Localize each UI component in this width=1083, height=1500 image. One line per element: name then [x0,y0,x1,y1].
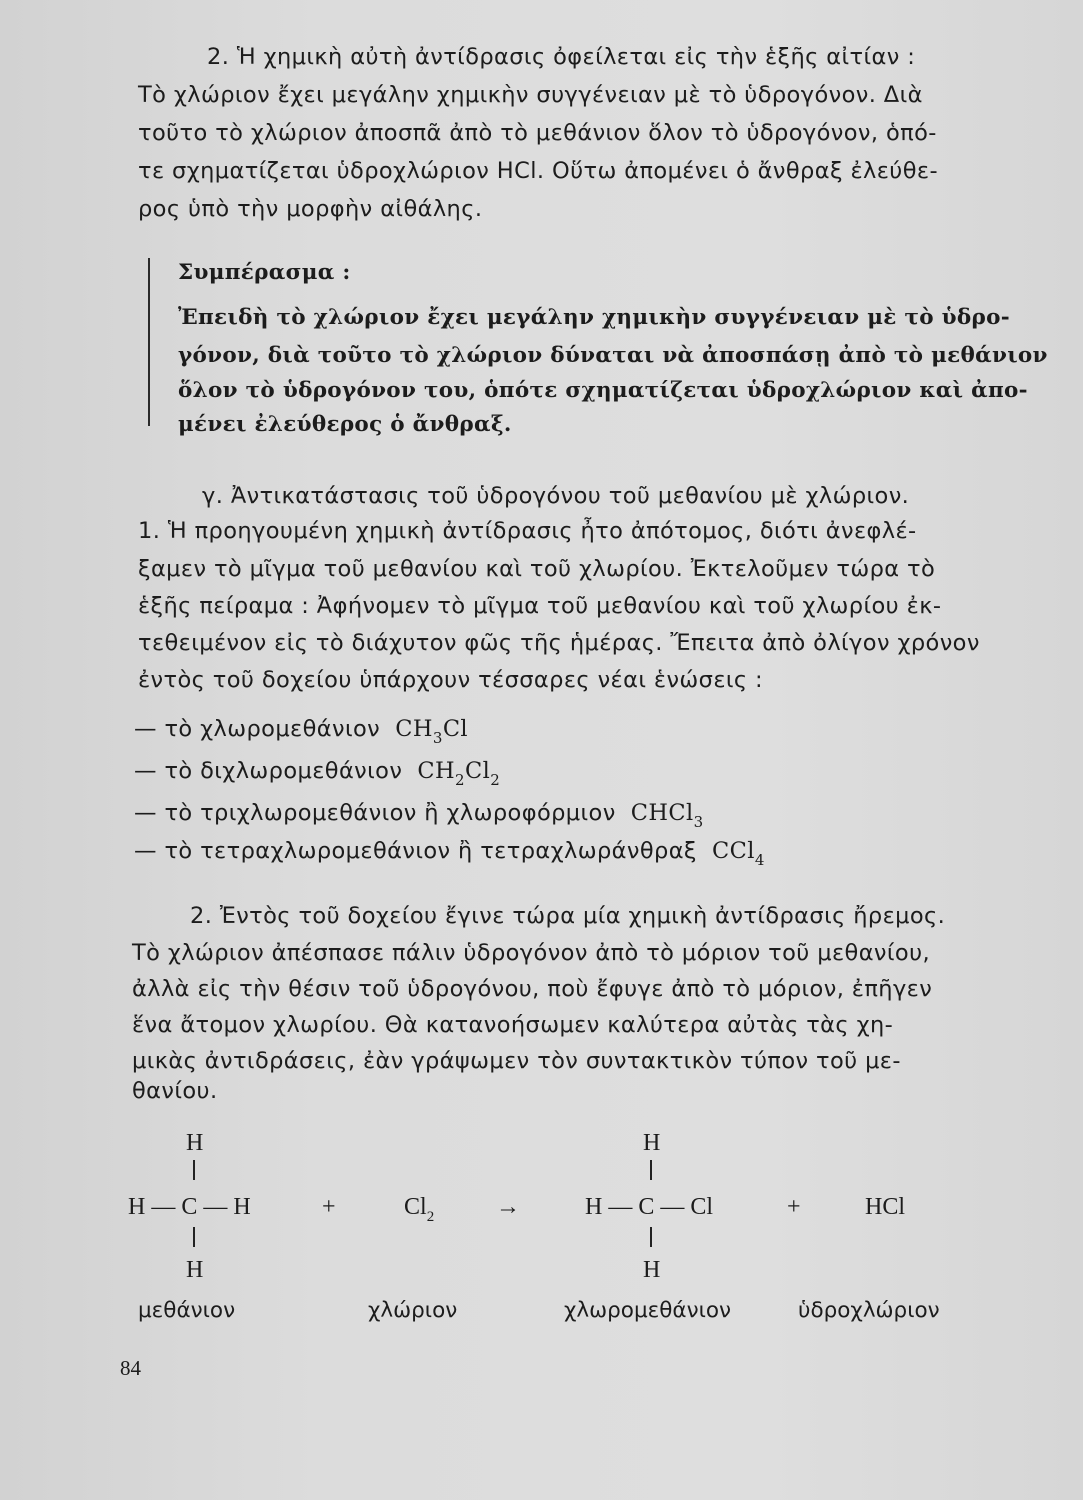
chloromethane-bond-top [650,1160,652,1180]
conclusion-rule [148,258,150,426]
chlorine-label: χλώριον [368,1298,458,1323]
methane-bond-top [193,1160,195,1180]
para3-line-3: ἀλλὰ εἰς τὴν θέσιν τοῦ ὑδρογόνου, ποὺ ἔφυγε ἀπὸ τὸ μόριον, ἐπῆγεν [132,976,933,1002]
para2-line-1: 2. Ἡ χημικὴ αὐτὴ ἀντίδρασις ὀφείλεται εἰς τὴν ἑξῆς αἰτίαν : [207,44,916,70]
compound-formula: $CH_2Cl_2$ [417,758,501,789]
chloromethane-label: χλωρομεθάνιον [564,1298,732,1323]
chloromethane-middle: H — C — Cl [585,1194,714,1220]
gamma-line-3: ἑξῆς πείραμα : Ἀφήνομεν τὸ μῖγμα τοῦ μεθανίου καὶ τοῦ χλωρίου ἐκ- [138,593,942,619]
methane-label: μεθάνιον [138,1298,236,1323]
para2-line-4: τε σχηματίζεται ὑδροχλώριον HCl. Οὕτω ἀπομένει ὁ ἄνθραξ ἐλεύθε- [138,158,938,184]
methane-bond-bottom [193,1227,195,1247]
para3-line-6: θανίου. [132,1078,218,1104]
compound-item [134,758,501,789]
para3-line-4: ἕνα ἄτομον χλωρίου. Θὰ κατανοήσωμεν καλύτερα αὐτὰς τὰς χη- [132,1012,894,1038]
compound-name: — τὸ χλωρομεθάνιον [134,716,381,742]
conclusion-heading: Συμπέρασμα : [178,260,351,285]
para2-line-5: ρος ὑπὸ τὴν μορφὴν αἰθάλης. [138,196,483,222]
chloromethane-bottom-h: H [643,1257,661,1283]
gamma-line-4: τεθειμένον εἰς τὸ διάχυτον φῶς τῆς ἡμέρας. Ἔπειτα ἀπὸ ὀλίγον χρόνον [138,630,980,656]
para3-line-2: Τὸ χλώριον ἀπέσπασε πάλιν ὑδρογόνον ἀπὸ τὸ μόριον τοῦ μεθανίου, [132,940,931,966]
para3-line-5: μικὰς ἀντιδράσεις, ἐὰν γράψωμεν τὸν συντακτικὸν τύπον τοῦ με- [132,1048,901,1074]
compound-name: — τὸ τριχλωρομεθάνιον ἢ χλωροφόρμιον [134,800,616,826]
methane-bottom-h: H [186,1257,204,1283]
conclusion-line-3: ὅλον τὸ ὑδρογόνον του, ὁπότε σχηματίζεται ὑδροχλώριον καὶ ἀπο- [178,378,1028,403]
para2-line-3: τοῦτο τὸ χλώριον ἀποσπᾶ ἀπὸ τὸ μεθάνιον ὅλον τὸ ὑδρογόνον, ὁπό- [138,120,937,146]
chloromethane-bond-bottom [650,1227,652,1247]
plus-sign: + [787,1194,801,1220]
chlorine-formula: $Cl_2$ [404,1194,435,1225]
compound-formula: CCl$_4$ [711,838,765,869]
conclusion-line-4: μένει ἐλεύθερος ὁ ἄνθραξ. [178,412,512,437]
page-number: 84 [120,1356,141,1380]
gamma-line-2: ξαμεν τὸ μῖγμα τοῦ μεθανίου καὶ τοῦ χλωρίου. Ἐκτελοῦμεν τώρα τὸ [138,556,936,582]
compound-formula: $CH_3Cl$ [395,716,469,747]
methane-top-h: H [186,1130,204,1156]
section-title: γ. Ἀντικατάστασις τοῦ ὑδρογόνου τοῦ μεθανίου μὲ χλώριον. [202,483,910,509]
hcl-label: ὑδροχλώριον [798,1298,940,1323]
reaction-arrow: → [496,1194,520,1220]
gamma-line-5: ἐντὸς τοῦ δοχείου ὑπάρχουν τέσσαρες νέαι ἑνώσεις : [138,667,764,693]
compound-name: — τὸ τετραχλωρομεθάνιον ἢ τετραχλωράνθραξ [134,838,697,864]
para3-line-1: 2. Ἐντὸς τοῦ δοχείου ἔγινε τώρα μία χημικὴ ἀντίδρασις ἤρεμος. [190,903,946,929]
methane-middle: H — C — H [128,1194,251,1220]
plus-sign: + [322,1194,336,1220]
conclusion-line-1: Ἐπειδὴ τὸ χλώριον ἔχει μεγάλην χημικὴν συγγένειαν μὲ τὸ ὑδρο- [178,305,1010,330]
compound-item [134,800,704,831]
compound-item [134,838,765,869]
compound-name: — τὸ διχλωρομεθάνιον [134,758,403,784]
compound-item [134,716,469,747]
compound-formula: CHCl$_3$ [630,800,704,831]
chloromethane-top-h: H [643,1130,661,1156]
para2-line-2: Τὸ χλώριον ἔχει μεγάλην χημικὴν συγγένειαν μὲ τὸ ὑδρογόνον. Διὰ [138,82,923,108]
conclusion-line-2: γόνον, διὰ τοῦτο τὸ χλώριον δύναται νὰ ἀποσπάσῃ ἀπὸ τὸ μεθάνιον [178,343,1048,368]
gamma-line-1: 1. Ἡ προηγουμένη χημικὴ ἀντίδρασις ἦτο ἀπότομος, διότι ἀνεφλέ- [138,518,917,544]
hcl-formula: HCl [865,1194,906,1220]
